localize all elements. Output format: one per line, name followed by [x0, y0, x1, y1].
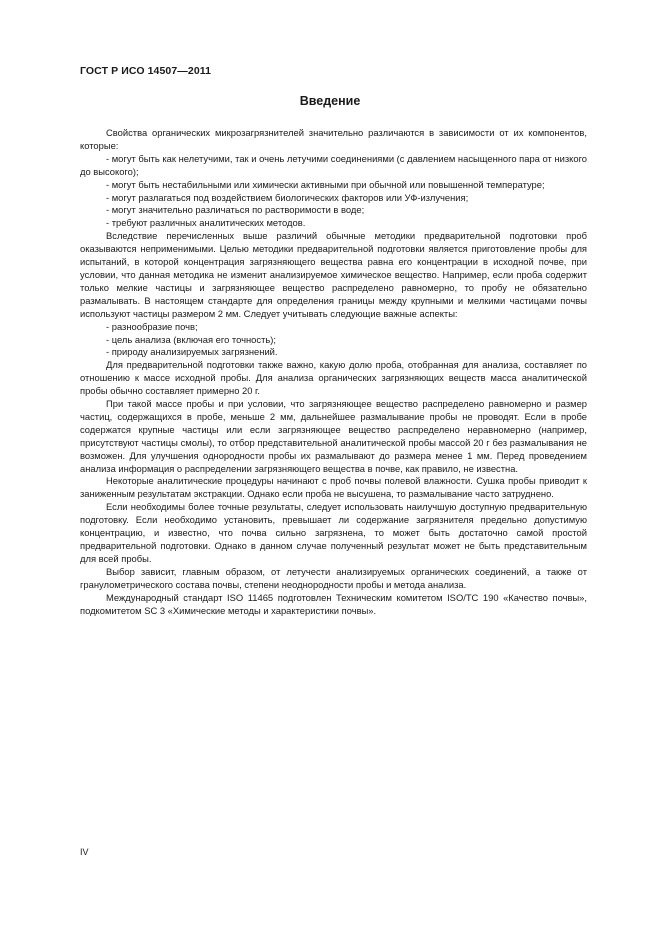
list-item: - природу анализируемых загрязнений. — [106, 346, 278, 358]
paragraph-differences: Вследствие перечисленных выше различий обычные методики предварительной подготовки проб оказываются неприменимыми. Целью методики предварительной подготовки является приготовление пробы для испытаний, в которой концентрация загрязняющего вещества равна его концентрации в исходной почве, при условии, что данная методика не изменит анализируемое химическое вещество. Например, если проба содержит только мелкие частицы и загрязняющее вещество распределено равномерно, то пробу не обязательно размалывать. В настоящем стандарте для определения границы между крупными и мелкими частицами почвы используют частицы размером 2 мм. Следует учитывать следующие важные аспекты: — [80, 230, 587, 319]
paragraph-particle-size: При такой массе пробы и при условии, что загрязняющее вещество распределено равномерно и размер частиц, содержащихся в пробе, меньше 2 мм, дальнейшее размалывание пробы не проводят. Если в пробе содержатся крупные частицы или если загрязняющее вещество распределено неравномерно (например, присутствуют частицы смолы), то отбор представительной аналитической пробы массой 20 г без размалывания не возможен. Для улучшения однородности пробы их размалывают до размера менее 1 мм. Перед проведением анализа информация о распределении загрязняющего вещества в почве, как правило, не известна. — [80, 398, 587, 474]
paragraph-field-moisture: Некоторые аналитические процедуры начинают с проб почвы полевой влажности. Сушка пробы приводит к заниженным результатам экстракции. Однако если проба не высушена, то размалывание часто затруднено. — [80, 475, 587, 500]
list-item: - разнообразие почв; — [106, 320, 198, 332]
paragraph-standard-origin: Международный стандарт ISO 11465 подготовлен Техническим комитетом ISO/TC 190 «Качество почвы», подкомитетом SC 3 «Химические методы и характеристики почвы». — [80, 591, 587, 616]
document-code-header: ГОСТ Р ИСО 14507—2011 — [80, 65, 212, 77]
list-item: - цель анализа (включая его точность); — [106, 333, 276, 345]
list-item: - требуют различных аналитических методов. — [106, 217, 306, 229]
list-item: - могут быть как нелетучими, так и очень летучими соединениями (с давлением насыщенного пара от низкого до высокого); — [80, 152, 587, 177]
document-body — [80, 127, 587, 617]
list-item: - могут значительно различаться по растворимости в воде; — [106, 204, 365, 216]
paragraph-sample-mass: Для предварительной подготовки также важно, какую долю проба, отобранная для анализа, составляет по отношению к массе исходной пробы. Для анализа органических загрязняющих веществ масса аналитической пробы обычно составляет примерно 20 г. — [80, 359, 587, 397]
list-item: - могут разлагаться под воздействием биологических факторов или УФ-излучения; — [106, 191, 469, 203]
paragraph-choice: Выбор зависит, главным образом, от летучести анализируемых органических соединений, а также от гранулометрического состава почвы, степени неоднородности пробы и метода анализа. — [80, 565, 587, 590]
section-title: Введение — [299, 94, 361, 108]
page-number: IV — [80, 847, 89, 857]
paragraph-accuracy: Если необходимы более точные результаты, следует использовать наилучшую доступную предварительную подготовку. Если необходимо установить, превышает ли содержание загрязнителя предельно допустимую концентрацию, и известно, что почва сильно загрязнена, то может быть достаточно самой простой предварительной подготовки. Однако в данном случае полученный результат может не быть представительным для всей пробы. — [80, 501, 587, 564]
paragraph-intro: Свойства органических микрозагрязнителей значительно различаются в зависимости от их компонентов, которые: — [80, 127, 587, 151]
list-item: - могут быть нестабильными или химически активными при обычной или повышенной температуре; — [106, 178, 545, 190]
